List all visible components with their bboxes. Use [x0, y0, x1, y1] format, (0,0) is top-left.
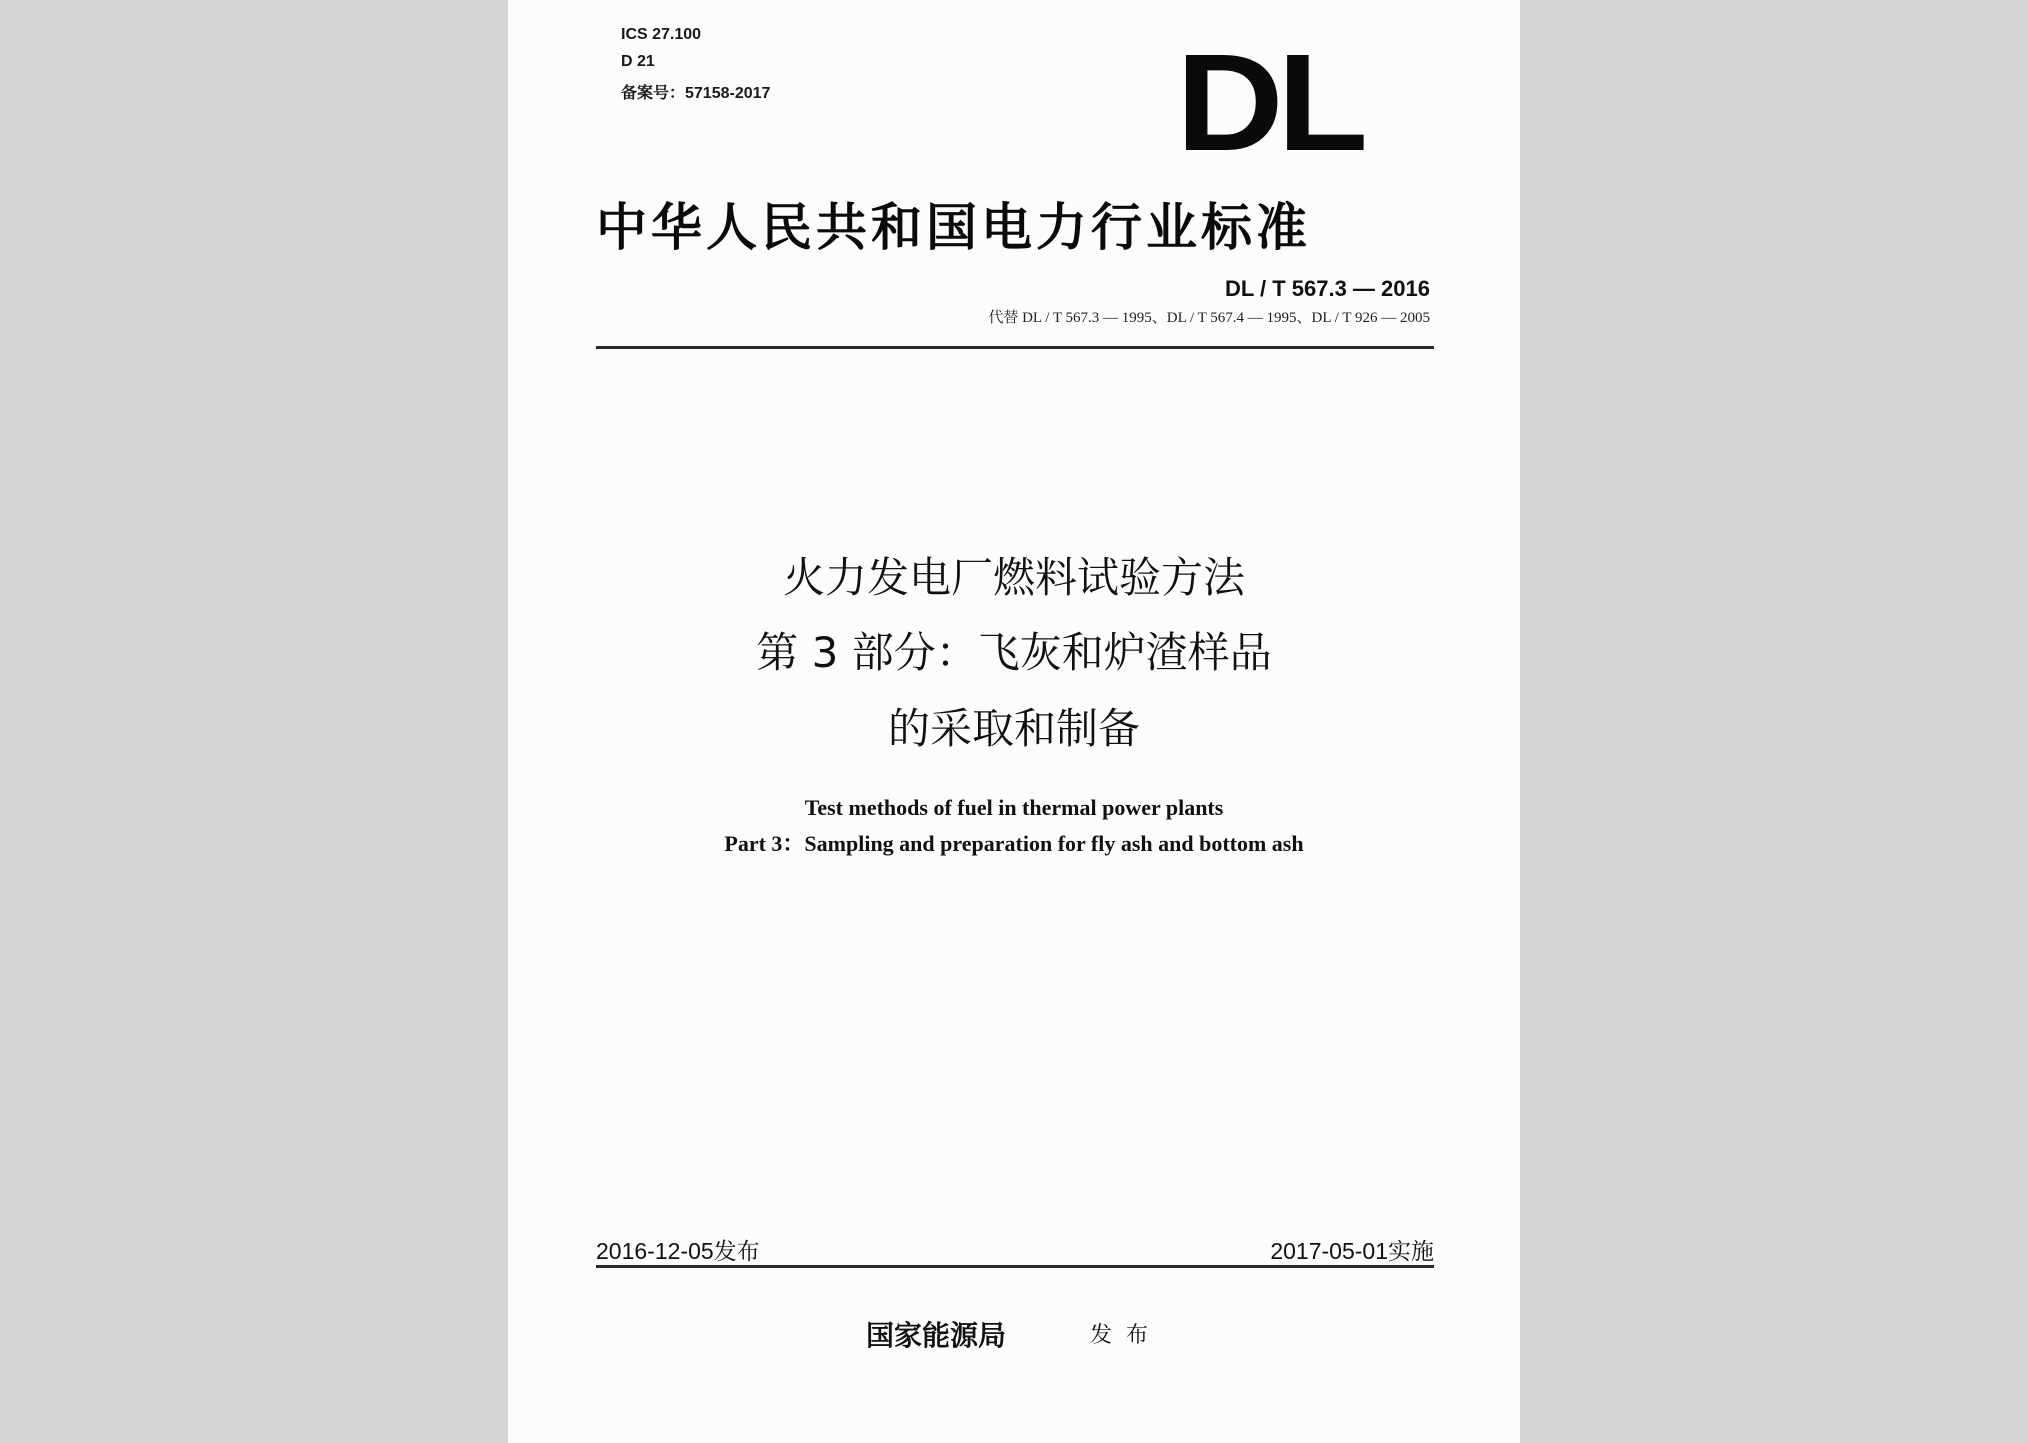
- chinese-title-line-3: 的采取和制备: [887, 704, 1140, 753]
- classification-code: D 21: [621, 53, 655, 70]
- english-title-line-1: Test methods of fuel in thermal power plants: [804, 795, 1224, 820]
- ics-code: ICS 27.100: [621, 26, 702, 43]
- issue-date: 2016-12-05发布: [596, 1238, 760, 1264]
- record-number: 备案号：57158-2017: [621, 85, 771, 102]
- chinese-title-line-1: 火力发电厂燃料试验方法: [782, 553, 1245, 602]
- standard-number: DL / T 567.3 — 2016: [1224, 276, 1430, 301]
- publish-label: 发布: [1090, 1323, 1163, 1348]
- replaces-standards: 代替 DL / T 567.3 — 1995、DL / T 567.4 — 1995、DL / T 926 — 2005: [988, 310, 1430, 326]
- top-divider: [596, 346, 1434, 349]
- publisher-name: 国家能源局: [866, 1319, 1007, 1352]
- english-title-line-2: Part 3：Sampling and preparation for fly ash and bottom ash: [724, 831, 1304, 856]
- dl-logo: DL: [1176, 26, 1362, 180]
- implementation-date: 2017-05-01实施: [1270, 1238, 1434, 1264]
- bottom-divider: [596, 1265, 1434, 1268]
- standard-category-title: 中华人民共和国电力行业标准: [596, 198, 1312, 258]
- chinese-title-line-2: 第 3 部分：飞灰和炉渣样品: [756, 628, 1272, 677]
- standard-cover-page: [508, 0, 1520, 1443]
